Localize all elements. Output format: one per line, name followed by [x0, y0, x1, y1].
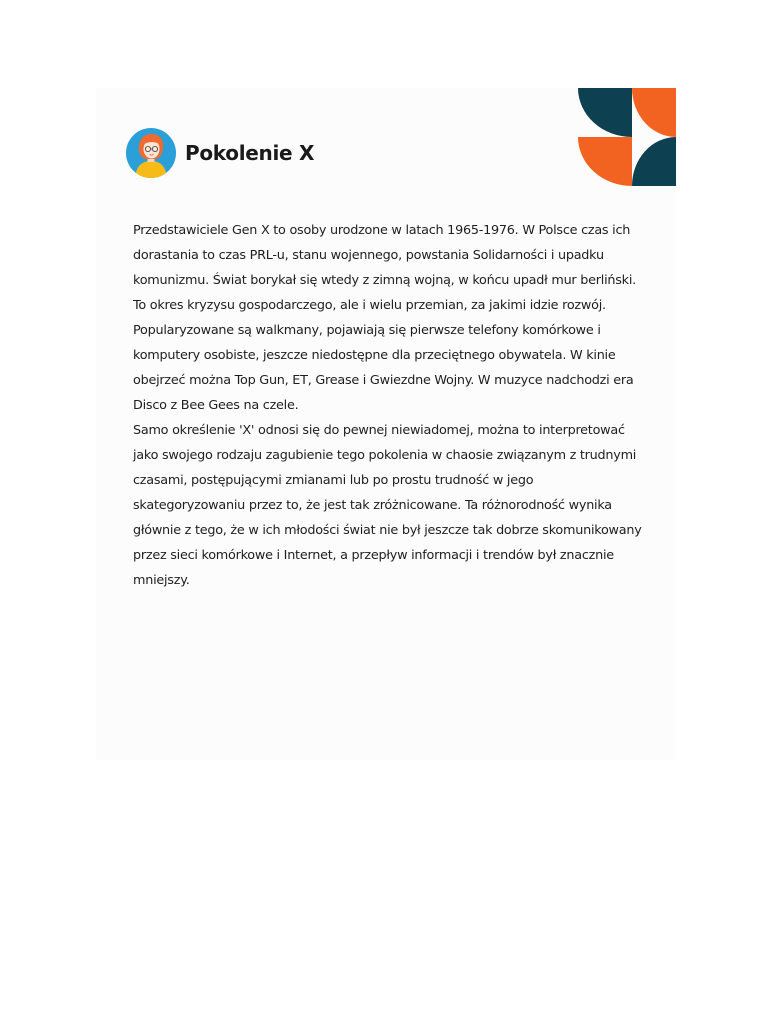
- deco-navy-bottom: [632, 137, 676, 186]
- person-avatar-icon: [126, 128, 176, 178]
- geometric-quarter-circles-icon: [578, 88, 676, 186]
- article-body: [133, 218, 643, 593]
- paragraph-2: Samo określenie 'X' odnosi się do pewnej niewiadomej, można to interpretować jako swojego rodzaju zagubienie tego pokolenia w chaosie związanym z trudnymi czasami, postępującymi zmianami lub po prostu trudność w jego skategoryzowaniu przez to, że jest tak zróżnicowane. Ta różnorodność wynika głównie z tego, że w ich młodości świat nie był jeszcze tak dobrze skomunikowany przez sieci komórkowe i Internet, a przepływ informacji i trendów był znacznie mniejszy.: [133, 423, 642, 588]
- paragraph-1: Przedstawiciele Gen X to osoby urodzone w latach 1965-1976. W Polsce czas ich dorastania to czas PRL-u, stanu wojennego, powstania Solidarności i upadku komunizmu. Świat borykał się wtedy z zimną wojną, w końcu upadł mur berliński. To okres kryzysu gospodarczego, ale i wielu przemian, za jakimi idzie rozwój. Popularyzowane są walkmany, pojawiają się pierwsze telefony komórkowe i komputery osobiste, jeszcze niedostępne dla przeciętnego obywatela. W kinie obejrzeć można Top Gun, ET, Grease i Gwiezdne Wojny. W muzyce nadchodzi era Disco z Bee Gees na czele.: [133, 223, 636, 413]
- deco-orange-bottom: [578, 137, 632, 186]
- page-title: Pokolenie X: [185, 141, 315, 165]
- deco-navy-top: [578, 88, 632, 137]
